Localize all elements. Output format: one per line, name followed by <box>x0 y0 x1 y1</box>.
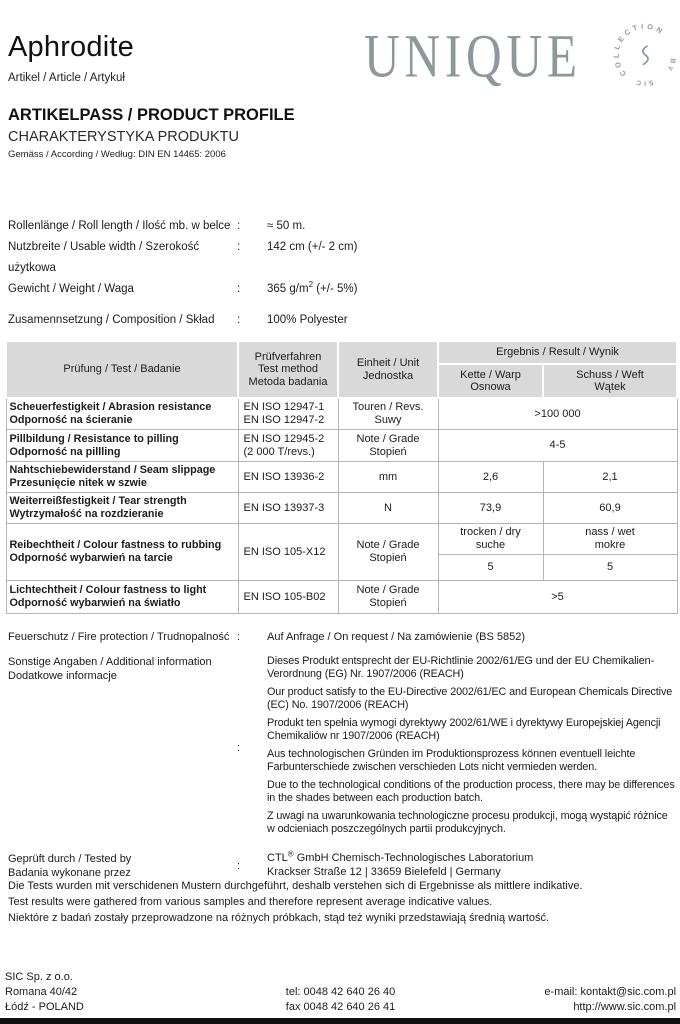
method-l2: (2 000 T/revs.) <box>243 445 315 458</box>
header-method <box>238 341 338 398</box>
lab-name-pre: CTL <box>267 852 288 864</box>
header-unit-l2: Jednostka <box>362 369 414 382</box>
additional-label <box>8 655 237 683</box>
test-name-l1: Scheuerfestigkeit / Abrasion resistance <box>9 401 212 413</box>
header-weft-l2: Wątek <box>594 381 626 393</box>
property-row-usable-width <box>8 237 674 279</box>
header-method-pl: Metoda badania <box>248 375 328 388</box>
property-value: ≈ 50 m. <box>267 220 306 232</box>
method-l1: EN ISO 12947-1 <box>243 401 325 413</box>
unit-l1: Note / Grade <box>356 584 420 596</box>
property-value: 142 cm (+/- 2 cm) <box>267 241 358 253</box>
result-span: >100 000 <box>438 398 677 430</box>
property-label: Gewicht / Weight / Waga <box>8 283 134 295</box>
result-warp: 2,6 <box>438 462 543 493</box>
badge-sic-text: SIC <box>633 77 654 87</box>
unique-logo-wordmark: UNIQUE <box>364 23 582 91</box>
test-unit <box>338 430 438 462</box>
tel: tel: 0048 42 640 26 40 <box>285 986 396 998</box>
header-weft-l1: Schuss / Weft <box>576 368 644 381</box>
test-name-l2: Odporność wybarwień na światło <box>9 597 181 609</box>
doc-subtitle: CHARAKTERYSTYKA PRODUKTU <box>8 129 239 145</box>
colon: : <box>237 860 241 872</box>
product-name: Aphrodite <box>8 31 134 63</box>
test-name-l1: Nahtschiebewiderstand / Seam slippage <box>9 464 216 476</box>
tested-by-label-l2: Badania wykonane przez <box>8 867 131 879</box>
lab-address: Krackser Straße 12 | 33659 Bielefeld | Germany <box>267 865 501 878</box>
header-method-en: Test method <box>258 363 318 376</box>
colon: : <box>237 314 241 326</box>
test-unit <box>338 524 438 581</box>
test-name-l2: Odporność wybarwień na tarcie <box>9 552 173 564</box>
result-weft: 2,1 <box>543 462 677 493</box>
footer-address <box>5 970 229 1015</box>
property-row-roll-length <box>8 216 674 237</box>
colon: : <box>237 631 241 643</box>
header-weft <box>543 364 677 398</box>
colon: : <box>237 241 241 253</box>
unit-l2: Stopień <box>369 552 407 564</box>
test-method: EN ISO 105-B02 <box>238 581 338 614</box>
test-unit: mm <box>338 462 438 493</box>
colon: : <box>237 283 241 295</box>
tested-by-label <box>8 852 237 880</box>
header-result: Ergebnis / Result / Wynik <box>438 341 677 364</box>
test-name-l1: Weiterreißfestigkeit / Tear strength <box>9 495 187 507</box>
additional-label-l1: Sonstige Angaben / Additional information <box>8 656 212 668</box>
test-name-l2: Przesunięcie nitek w szwie <box>9 477 147 489</box>
shade-note-en: Due to the technological conditions of the production process, there may be differences in the shades between each production batch. <box>267 779 675 804</box>
standard-note: Gemäss / According / Według: DIN EN 14465: 2006 <box>8 149 226 160</box>
unit-l2: Stopień <box>369 597 407 609</box>
result-warp: 73,9 <box>438 493 543 524</box>
table-row-abrasion <box>6 398 677 430</box>
result-warp: 5 <box>438 555 543 581</box>
additional-info-row <box>8 655 676 841</box>
disclaimer-de: Die Tests wurden mit verschidenen Mustern durchgeführt, deshalb verstehen sich di Ergebnisse als mittlere indikative. <box>8 880 583 892</box>
test-name-l1: Lichtechtheit / Colour fastness to light <box>9 584 207 596</box>
test-name-l1: Pillbildung / Resistance to pilling <box>9 432 179 445</box>
property-value: 100% Polyester <box>267 314 348 326</box>
reach-pl: Produkt ten spełnia wymogi dyrektywy 2002/61/WE i dyrektywy Europejskiej Agencji Chemikaliów nr 1907/2006 (REACH) <box>267 717 661 742</box>
weight-superscript: 2 <box>308 280 314 290</box>
svg-text:BY <box>664 57 676 73</box>
property-row-composition <box>8 310 674 331</box>
page-bottom-bar <box>0 1018 680 1024</box>
fire-protection-row <box>8 630 676 644</box>
reach-en: Our product satisfy to the EU-Directive 2002/61/EC and European Chemicals Directive (EC) No. 1907/2006 (REACH) <box>267 686 673 711</box>
footer <box>5 970 676 1015</box>
weight-value: 365 g/m <box>267 283 309 295</box>
test-name <box>6 581 238 614</box>
reach-de: Dieses Produkt entsprecht der EU-Richtlinie 2002/61/EG und der EU Chemikalien-Verordnung (EG) Nr. 1907/2006 (REACH) <box>267 655 655 680</box>
fire-label-wrap <box>8 630 267 644</box>
header-warp-l1: Kette / Warp <box>460 368 521 381</box>
header-unit-l1: Einheit / Unit <box>356 357 420 369</box>
colon: : <box>237 742 241 754</box>
registered-mark: ® <box>287 849 294 859</box>
footer-web <box>452 985 676 1015</box>
test-name-l2: Odporność na pillling <box>9 445 121 458</box>
table-row-light-fastness <box>6 581 677 614</box>
test-method <box>238 430 338 462</box>
property-row-weight <box>8 279 674 300</box>
city: Łódź - POLAND <box>5 1001 84 1013</box>
test-unit <box>338 581 438 614</box>
table-row-tear-strength <box>6 493 677 524</box>
tested-label-wrap <box>8 852 267 880</box>
unit-l1: Touren / Revs. <box>352 401 424 413</box>
tested-by-row <box>8 849 676 880</box>
unit-l1: Note / Grade <box>356 432 420 445</box>
property-value <box>267 279 674 300</box>
table-row-rubbing <box>6 524 677 555</box>
unit-l2: Stopień <box>369 445 407 458</box>
test-name <box>6 430 238 462</box>
warp-condition-l1: trocken / dry <box>460 526 521 538</box>
additional-info-section <box>8 630 676 891</box>
header-unit <box>338 341 438 398</box>
svg-text:SIC <box>633 77 654 86</box>
fire-label: Feuerschutz / Fire protection / Trudnopalność <box>8 631 230 643</box>
product-name-caption: Artikel / Article / Artykuł <box>8 72 125 84</box>
test-method: EN ISO 13936-2 <box>238 462 338 493</box>
tested-by-value <box>267 849 676 880</box>
result-weft-condition <box>543 524 677 555</box>
tested-by-label-l1: Geprüft durch / Tested by <box>8 853 132 865</box>
test-name <box>6 524 238 581</box>
street: Romana 40/42 <box>5 986 78 998</box>
property-label: Nutzbreite / Usable width / Szerokość użytkowa <box>8 241 200 274</box>
shade-note-pl: Z uwagi na uwarunkowania technologiczne procesu produkcji, mogą wystąpić różnice w odcieniach poszczególnych partii produkcyjnych. <box>267 810 668 835</box>
test-unit <box>338 398 438 430</box>
weight-tolerance: (+/- 5%) <box>313 283 358 295</box>
additional-paragraphs <box>267 655 676 841</box>
method-l1: EN ISO 12945-2 <box>243 432 325 445</box>
test-method: EN ISO 13937-3 <box>238 493 338 524</box>
header-test: Prüfung / Test / Badanie <box>6 341 238 398</box>
test-name <box>6 462 238 493</box>
fire-value: Auf Anfrage / On request / Na zamówienie (BS 5852) <box>267 631 526 643</box>
disclaimer-en: Test results were gathered from various samples and therefore represent average indicative values. <box>8 896 493 908</box>
test-unit: N <box>338 493 438 524</box>
disclaimer-block <box>8 878 674 926</box>
shade-note-de: Aus technologischen Gründen im Produktionsprozess können eventuell leichte Farbunterschiede zwischen verschieden Lots nicht vermieden werden. <box>267 748 636 773</box>
method-l2: EN ISO 12947-2 <box>243 414 325 426</box>
svg-text:COLLECTION <box>612 22 667 79</box>
doc-title: ARTIKELPASS / PRODUCT PROFILE <box>8 106 295 124</box>
test-name <box>6 398 238 430</box>
header-warp <box>438 364 543 398</box>
property-label: Zusamennsetzung / Composition / Skład <box>8 314 215 326</box>
test-name-l1: Reibechtheit / Colour fastness to rubbing <box>9 539 222 551</box>
additional-label-l2: Dodatkowe informacje <box>8 670 117 682</box>
footer-phone <box>229 985 453 1015</box>
key-properties <box>8 216 674 331</box>
result-weft: 5 <box>543 555 677 581</box>
result-span: 4-5 <box>438 430 677 462</box>
test-name-l2: Wytrzymałość na rozdzieranie <box>9 508 164 520</box>
test-name-l2: Odporność na ścieranie <box>9 414 133 426</box>
weft-condition-l1: nass / wet <box>585 526 635 538</box>
email-link[interactable]: e-mail: kontakt@sic.com.pl <box>544 986 677 998</box>
badge-arc-text: COLLECTION <box>611 21 667 79</box>
property-label: Rollenlänge / Roll length / Ilość mb. w belce <box>8 220 231 232</box>
fax: fax 0048 42 640 26 41 <box>285 1001 396 1013</box>
warp-condition-l2: suche <box>475 539 506 551</box>
unit-l2: Suwy <box>374 414 402 426</box>
colon: : <box>237 220 241 232</box>
header-method-de: Prüfverfahren <box>254 350 322 363</box>
badge-squiggle-icon <box>643 46 648 64</box>
header-warp-l2: Osnowa <box>470 381 511 393</box>
additional-label-wrap <box>8 655 267 841</box>
unit-l1: Note / Grade <box>356 539 420 551</box>
result-weft: 60,9 <box>543 493 677 524</box>
website-link[interactable]: http://www.sic.com.pl <box>573 1001 677 1013</box>
lab-name <box>267 849 676 866</box>
result-span: >5 <box>438 581 677 614</box>
collection-by-sic-badge <box>610 20 680 90</box>
result-warp-condition <box>438 524 543 555</box>
test-method <box>238 398 338 430</box>
company-name: SIC Sp. z o.o. <box>5 971 73 983</box>
lab-name-post: GmbH Chemisch-Technologisches Laboratorium <box>293 852 534 864</box>
test-method: EN ISO 105-X12 <box>238 524 338 581</box>
weft-condition-l2: mokre <box>594 539 626 551</box>
badge-by-text: BY <box>664 57 677 74</box>
test-name <box>6 493 238 524</box>
disclaimer-pl: Niektóre z badań zostały przeprowadzone na różnych próbkach, stąd też wyniki przedstawiają średnią wartość. <box>8 912 550 924</box>
table-row-pilling <box>6 430 677 462</box>
test-results-table <box>5 340 678 614</box>
table-row-seam-slippage <box>6 462 677 493</box>
